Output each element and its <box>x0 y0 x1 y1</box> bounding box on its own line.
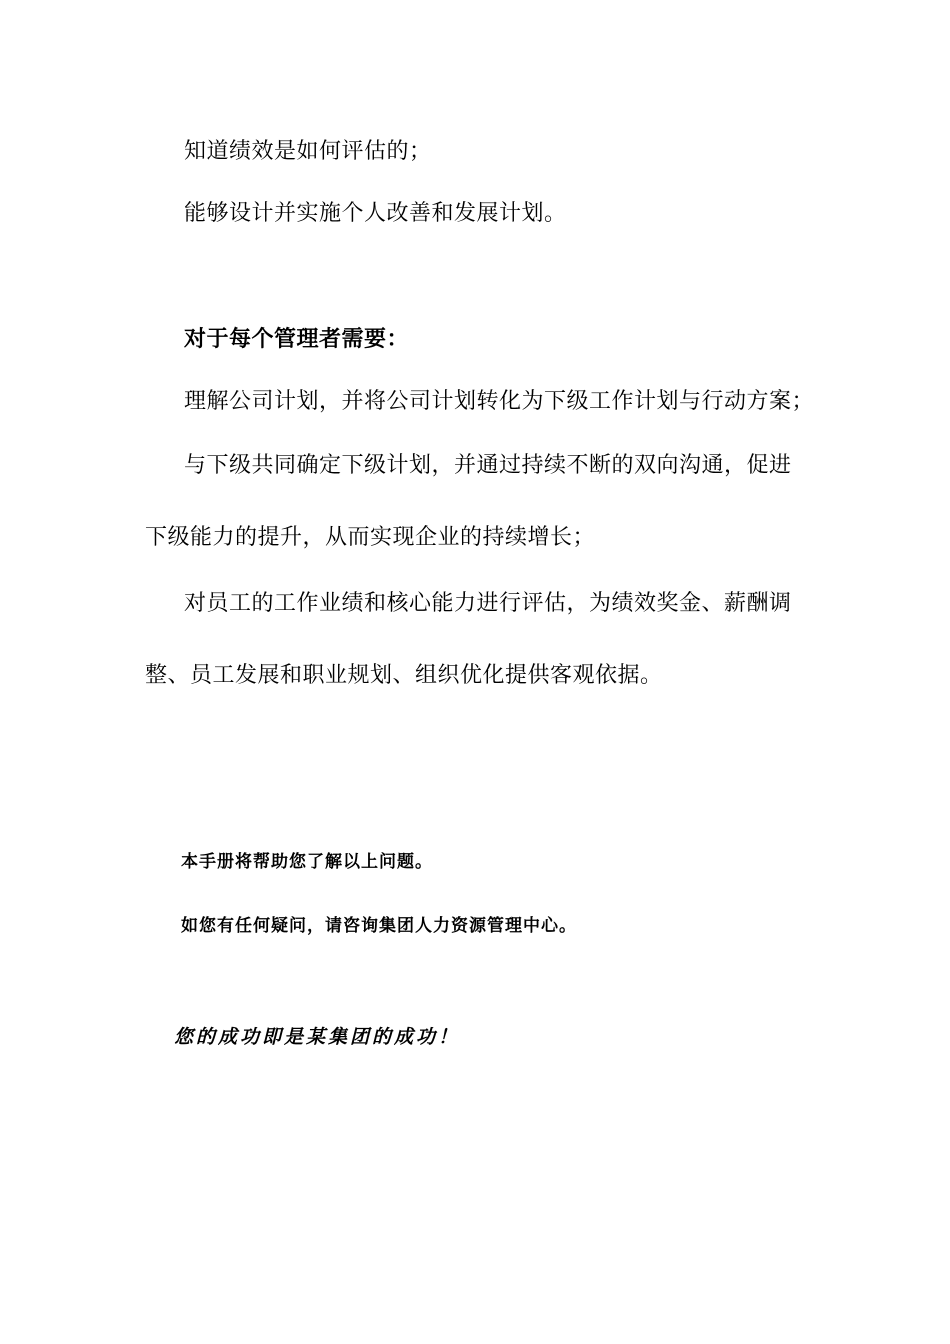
employee-item-development-plan: 能够设计并实施个人改善和发展计划。 <box>184 201 567 226</box>
manager-item-joint-planning-line2: 下级能力的提升，从而实现企业的持续增长； <box>145 525 596 550</box>
handbook-help-note: 本手册将帮助您了解以上问题。 <box>181 852 433 872</box>
manager-item-plan-translation: 理解公司计划，并将公司计划转化为下级工作计划与行动方案； <box>184 389 815 414</box>
closing-motto: 您的成功即是某集团的成功！ <box>174 1026 461 1048</box>
manager-item-assessment-line1: 对员工的工作业绩和核心能力进行评估，为绩效奖金、薪酬调 <box>184 591 792 616</box>
manager-item-assessment-line2: 整、员工发展和职业规划、组织优化提供客观依据。 <box>145 663 663 688</box>
contact-hr-note: 如您有任何疑问，请咨询集团人力资源管理中心。 <box>181 916 577 936</box>
employee-item-evaluation: 知道绩效是如何评估的； <box>184 139 432 164</box>
manager-section-heading: 对于每个管理者需要： <box>184 327 410 352</box>
manager-item-joint-planning-line1: 与下级共同确定下级计划，并通过持续不断的双向沟通，促进 <box>184 453 792 478</box>
